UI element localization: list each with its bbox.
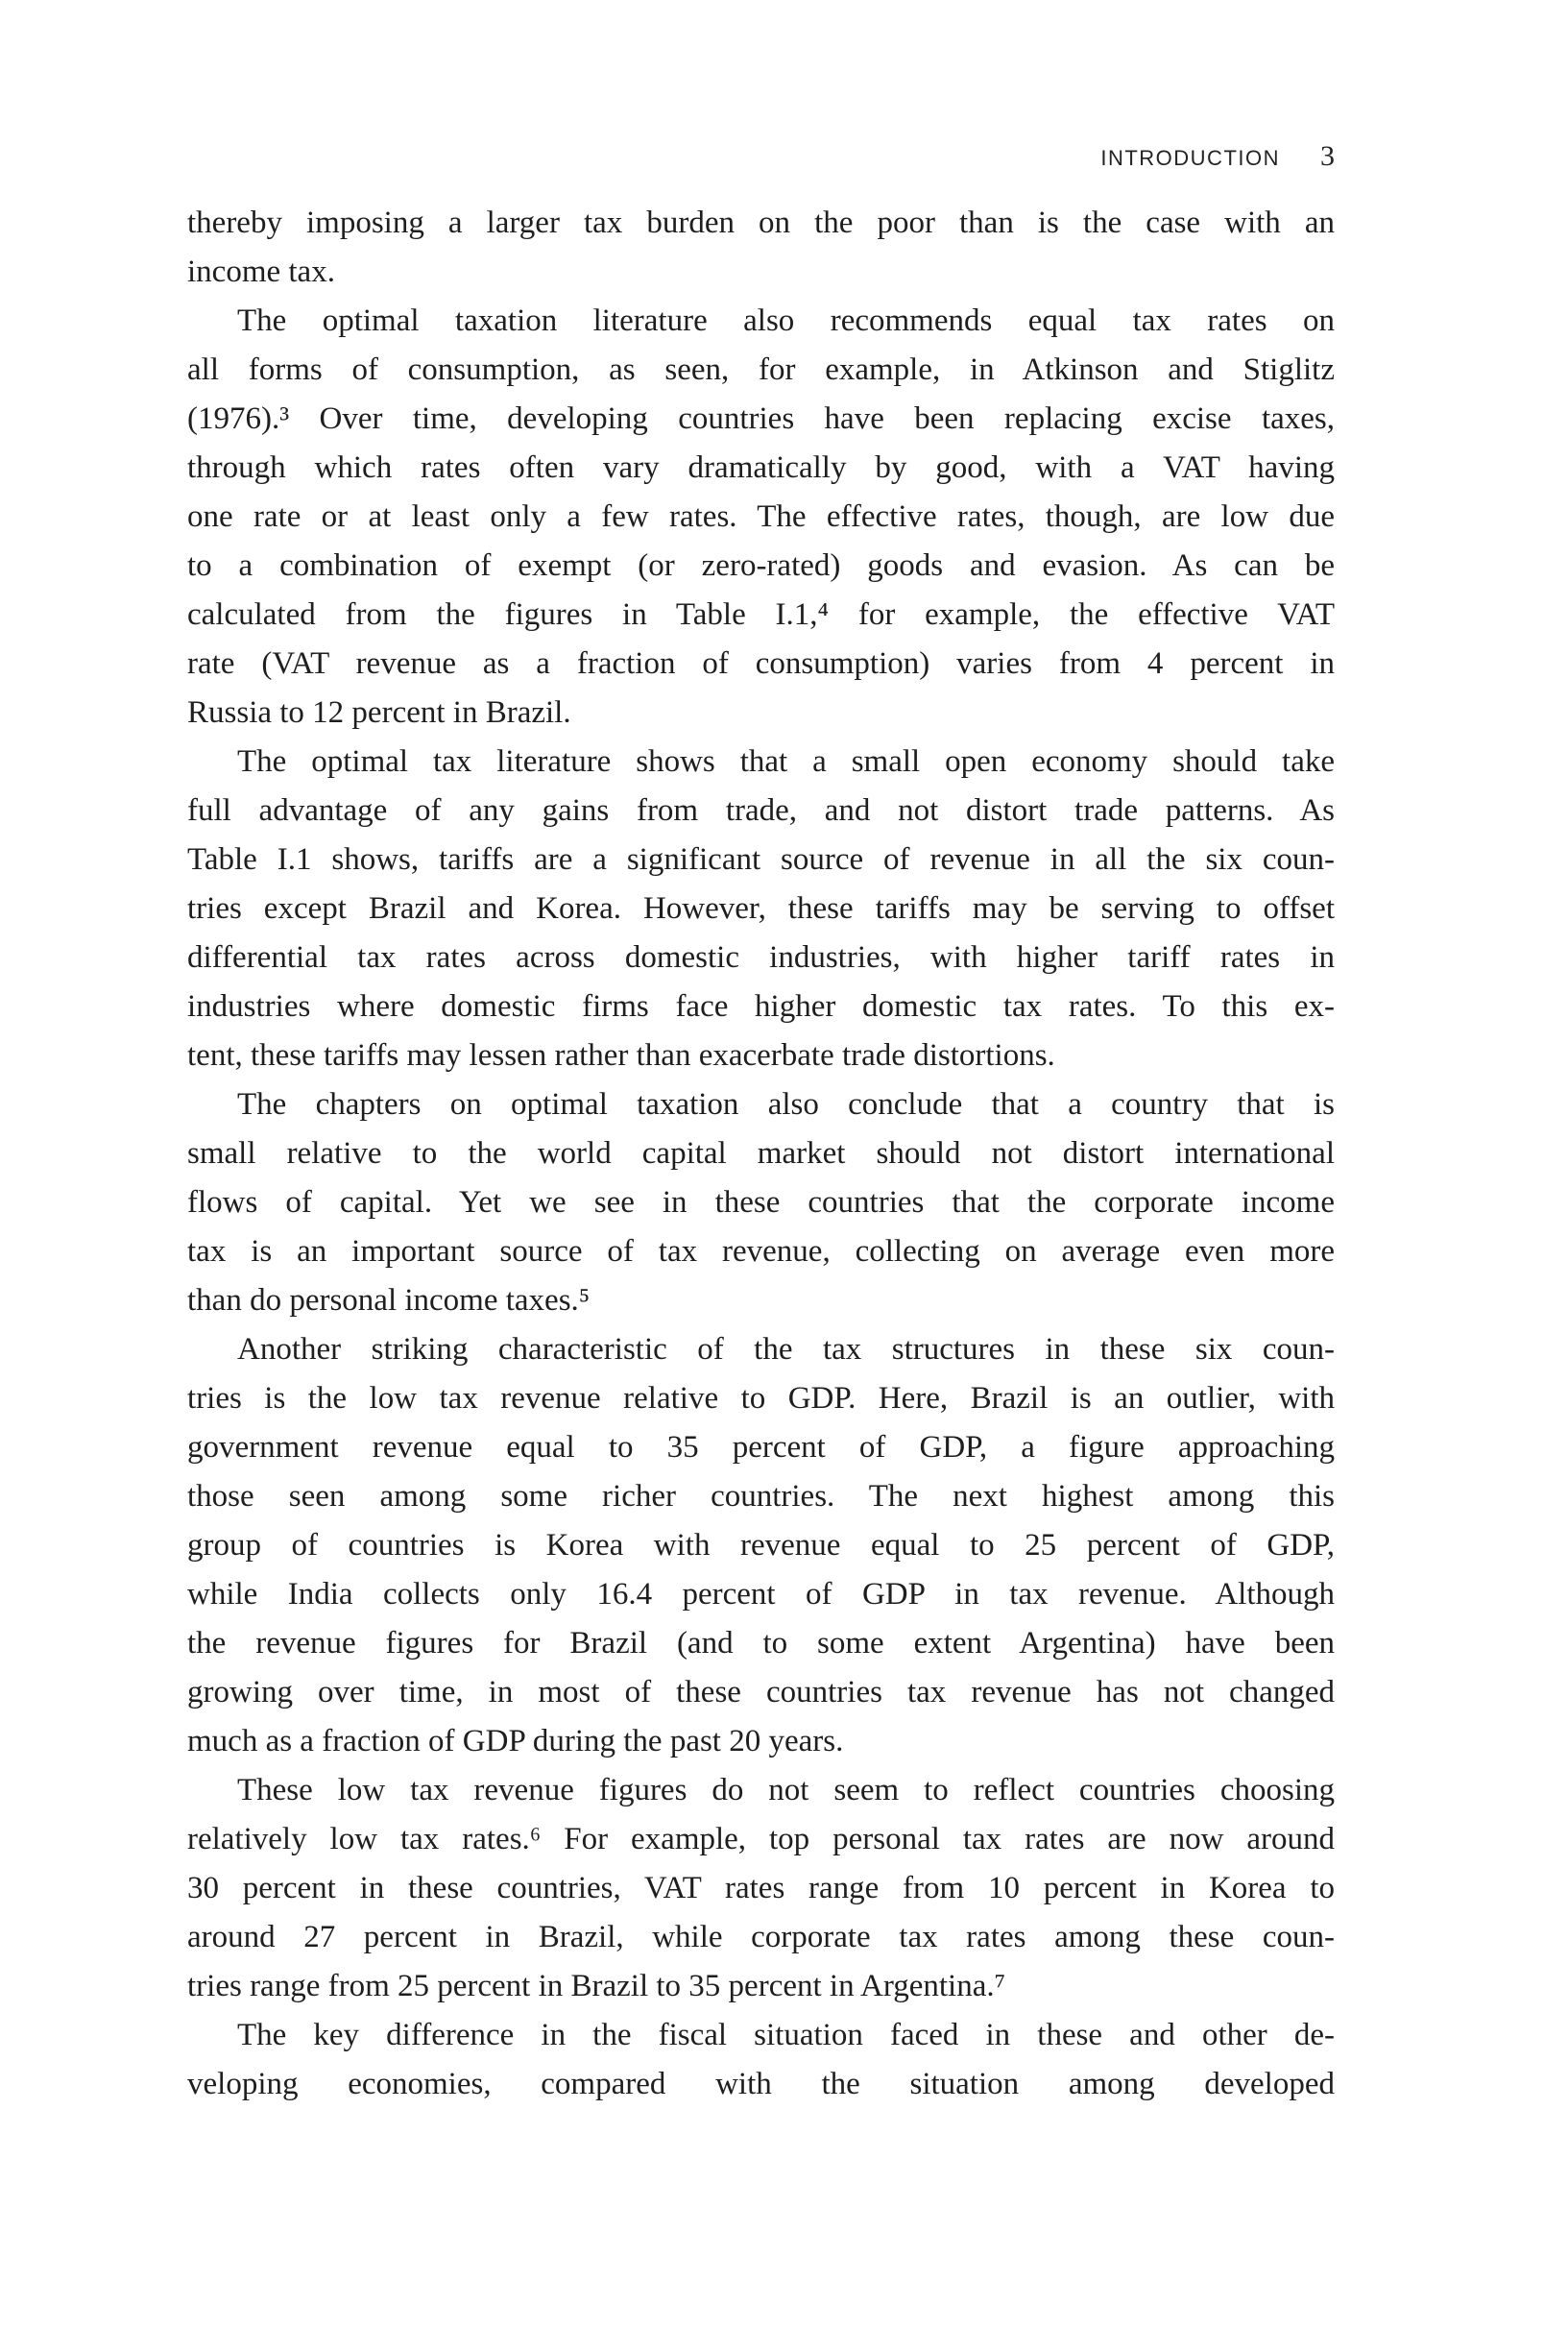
text-line: The chapters on optimal taxation also conclude that a country that is [237,1087,1335,1122]
text-line: relatively low tax rates.⁶ For example, top personal tax rates are now around [187,1822,1335,1856]
text-line: (1976).³ Over time, developing countries have been replacing excise taxes, [187,401,1335,436]
running-header [187,140,1335,173]
text-line: full advantage of any gains from trade, and not distort trade patterns. As [187,793,1335,828]
text-line: to a combination of exempt (or zero-rated) goods and evasion. As can be [187,548,1335,583]
text-line: These low tax revenue figures do not seem to reflect countries choosing [237,1773,1335,1807]
text-line: income tax. [187,255,335,289]
text-line: tries range from 25 percent in Brazil to 35 percent in Argentina.⁷ [187,1969,1006,2003]
text-line: calculated from the figures in Table I.1,⁴ for example, the effective VAT [187,597,1335,632]
paragraph [187,199,1335,297]
paragraph [187,1325,1335,1766]
running-title: INTRODUCTION [1100,146,1280,170]
page-number: 3 [1320,140,1335,172]
text-line: The optimal tax literature shows that a small open economy should take [237,744,1335,779]
text-line: Another striking characteristic of the tax structures in these six coun- [237,1332,1335,1367]
text-line: veloping economies, compared with the situation among developed [187,2067,1335,2101]
text-line: The key difference in the fiscal situation faced in these and other de- [237,2018,1335,2052]
text-line: The optimal taxation literature also recommends equal tax rates on [237,303,1335,338]
text-line: around 27 percent in Brazil, while corporate tax rates among these coun- [187,1920,1335,1954]
text-line: than do personal income taxes.⁵ [187,1283,591,1318]
paragraph [187,1080,1335,1325]
text-line: 30 percent in these countries, VAT rates range from 10 percent in Korea to [187,1871,1335,1905]
text-line: government revenue equal to 35 percent of GDP, a figure approaching [187,1430,1335,1465]
text-line: differential tax rates across domestic industries, with higher tariff rates in [187,940,1335,975]
text-line: tries is the low tax revenue relative to GDP. Here, Brazil is an outlier, with [187,1381,1335,1416]
text-line: Russia to 12 percent in Brazil. [187,695,571,730]
text-line: industries where domestic firms face higher domestic tax rates. To this ex- [187,989,1335,1024]
paragraph [187,1766,1335,2011]
body-text [187,199,1335,2109]
text-line: the revenue figures for Brazil (and to some extent Argentina) have been [187,1626,1335,1661]
text-line: rate (VAT revenue as a fraction of consumption) varies from 4 percent in [187,646,1335,681]
text-line: tax is an important source of tax revenue, collecting on average even more [187,1234,1335,1269]
text-line: those seen among some richer countries. The next highest among this [187,1479,1335,1514]
paragraph [187,2011,1335,2109]
text-line: one rate or at least only a few rates. The effective rates, though, are low due [187,499,1335,534]
text-line: all forms of consumption, as seen, for example, in Atkinson and Stiglitz [187,352,1335,387]
paragraph [187,297,1335,738]
text-line: through which rates often vary dramatically by good, with a VAT having [187,450,1335,485]
text-line: tent, these tariffs may lessen rather than exacerbate trade distortions. [187,1038,1055,1073]
text-line: flows of capital. Yet we see in these countries that the corporate income [187,1185,1335,1220]
text-line: Table I.1 shows, tariffs are a significant source of revenue in all the six coun- [187,842,1335,877]
paragraph [187,738,1335,1080]
text-line: growing over time, in most of these countries tax revenue has not changed [187,1675,1335,1709]
text-line: small relative to the world capital market should not distort international [187,1136,1335,1171]
text-line: thereby imposing a larger tax burden on the poor than is the case with an [187,206,1335,240]
text-line: while India collects only 16.4 percent of GDP in tax revenue. Although [187,1577,1335,1612]
text-line: group of countries is Korea with revenue equal to 25 percent of GDP, [187,1528,1335,1563]
text-line: tries except Brazil and Korea. However, these tariffs may be serving to offset [187,891,1335,926]
text-line: much as a fraction of GDP during the past 20 years. [187,1724,844,1758]
